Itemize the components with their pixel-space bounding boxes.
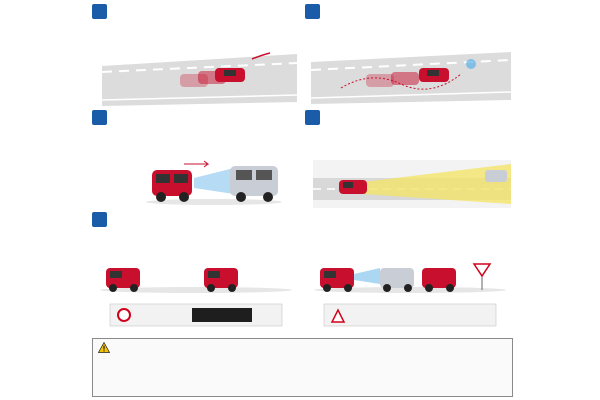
feature-auto-high-beam xyxy=(305,110,513,212)
sway-warning-illustration xyxy=(311,50,511,106)
feature-title xyxy=(324,110,513,119)
feature-description xyxy=(111,22,298,38)
feature-sway-warning xyxy=(305,4,513,110)
feature-subtitle xyxy=(111,120,300,126)
feature-description xyxy=(324,22,511,38)
feature-subtitle xyxy=(324,14,513,20)
feature-lane-departure xyxy=(92,4,300,110)
notes-box xyxy=(92,338,513,397)
warning-icon xyxy=(98,342,110,353)
feature-description xyxy=(92,244,513,256)
feature-description xyxy=(324,128,511,144)
sway-warning-icon xyxy=(305,4,320,19)
departure-notice-icon xyxy=(92,110,107,125)
high-beam-illustration xyxy=(313,160,511,208)
lane-departure-illustration xyxy=(102,50,297,106)
feature-title xyxy=(111,4,300,13)
feature-traffic-sign-recognition xyxy=(92,212,513,336)
feature-title xyxy=(111,110,300,119)
sign-recognition-illustration-left xyxy=(96,260,296,332)
lane-departure-icon xyxy=(92,4,107,19)
sign-recognition-illustration-right xyxy=(310,260,510,332)
high-beam-icon xyxy=(305,110,320,125)
notes-body xyxy=(98,354,507,393)
feature-subtitle xyxy=(111,222,513,228)
feature-subtitle xyxy=(111,14,300,20)
feature-subtitle xyxy=(324,120,513,126)
feature-title xyxy=(111,212,513,221)
feature-title xyxy=(324,4,513,13)
feature-departure-notice xyxy=(92,110,300,212)
feature-description xyxy=(111,128,298,144)
traffic-sign-icon xyxy=(92,212,107,227)
departure-notice-illustration xyxy=(144,160,284,206)
